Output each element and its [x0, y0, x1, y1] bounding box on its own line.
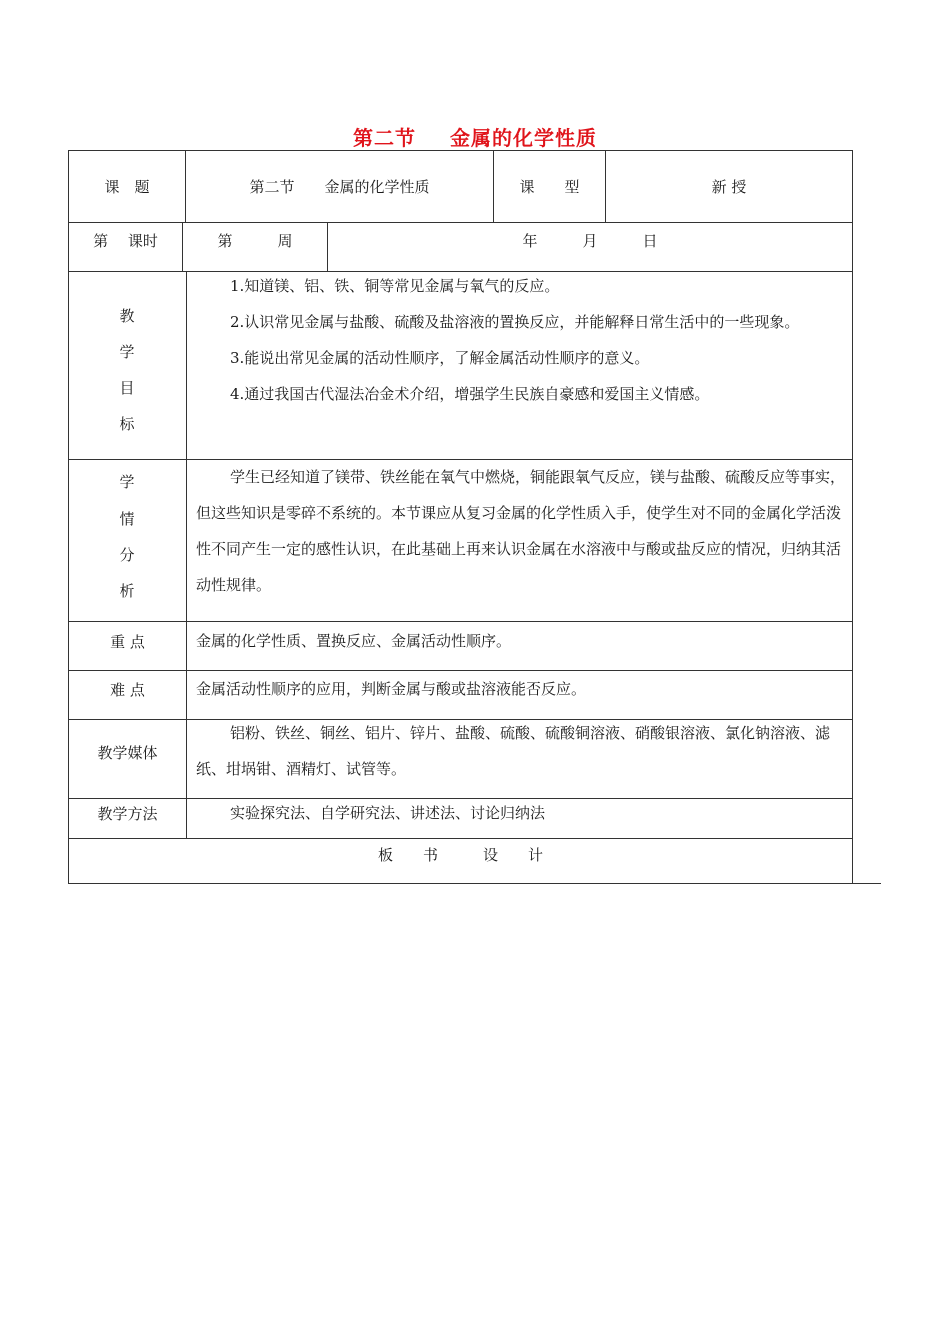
title-topic: 金属的化学性质 — [450, 126, 597, 150]
objectives-list — [196, 268, 846, 412]
difficulties-text: 金属活动性顺序的应用，判断金属与酸或盐溶液能否反应。 — [196, 680, 587, 698]
analysis-text: 学生已经知道了镁带、铁丝能在氧气中燃烧，铜能跟氧气反应，镁与盐酸、硫酸反应等事实，但这些知识是零碎不系统的。本节课应从复习金属的化学性质入手，使学生对不同的金属化学活泼性不同产生一定的感性认识，在此基础上再来认识金属在水溶液中与酸或盐反应的情况，归纳其活动性规律。 — [196, 468, 846, 594]
board-design-label: 板 书 设 计 — [377, 846, 543, 864]
media-label: 教学媒体 — [97, 744, 158, 762]
key-points-text: 金属的化学性质、置换反应、金属活动性顺序。 — [196, 632, 512, 650]
lesson-number-label: 第 课时 — [93, 232, 158, 250]
methods-text: 实验探究法、自学研究法、讲述法、讨论归纳法 — [230, 804, 546, 822]
title-section: 第二节 — [353, 126, 416, 150]
topic-value: 第二节 金属的化学性质 — [249, 177, 430, 196]
date-label: 年 月 日 — [522, 232, 658, 250]
week-label: 第 周 — [217, 232, 293, 250]
page-title — [0, 122, 950, 151]
methods-label: 教学方法 — [97, 805, 158, 823]
objective-item: 1.知道镁、铝、铁、铜等常见金属与氧气的反应。 — [230, 277, 560, 295]
lesson-type-label: 课 型 — [519, 177, 580, 196]
objective-item: 4.通过我国古代湿法冶金术介绍，增强学生民族自豪感和爱国主义情感。 — [230, 385, 710, 403]
topic-label: 课 题 — [104, 177, 150, 196]
media-text: 铝粉、铁丝、铜丝、铝片、锌片、盐酸、硫酸、硫酸铜溶液、硝酸银溶液、氯化钠溶液、滤纸、坩埚钳、酒精灯、试管等。 — [196, 724, 831, 778]
objective-item: 3.能说出常见金属的活动性顺序，了解金属活动性顺序的意义。 — [230, 349, 650, 367]
lesson-type-value: 新 授 — [711, 177, 747, 196]
key-points-label: 重 点 — [110, 633, 145, 651]
objective-item: 2.认识常见金属与盐酸、硫酸及盐溶液的置换反应，并能解释日常生活中的一些现象。 — [230, 313, 800, 331]
difficulties-label: 难 点 — [110, 681, 145, 699]
